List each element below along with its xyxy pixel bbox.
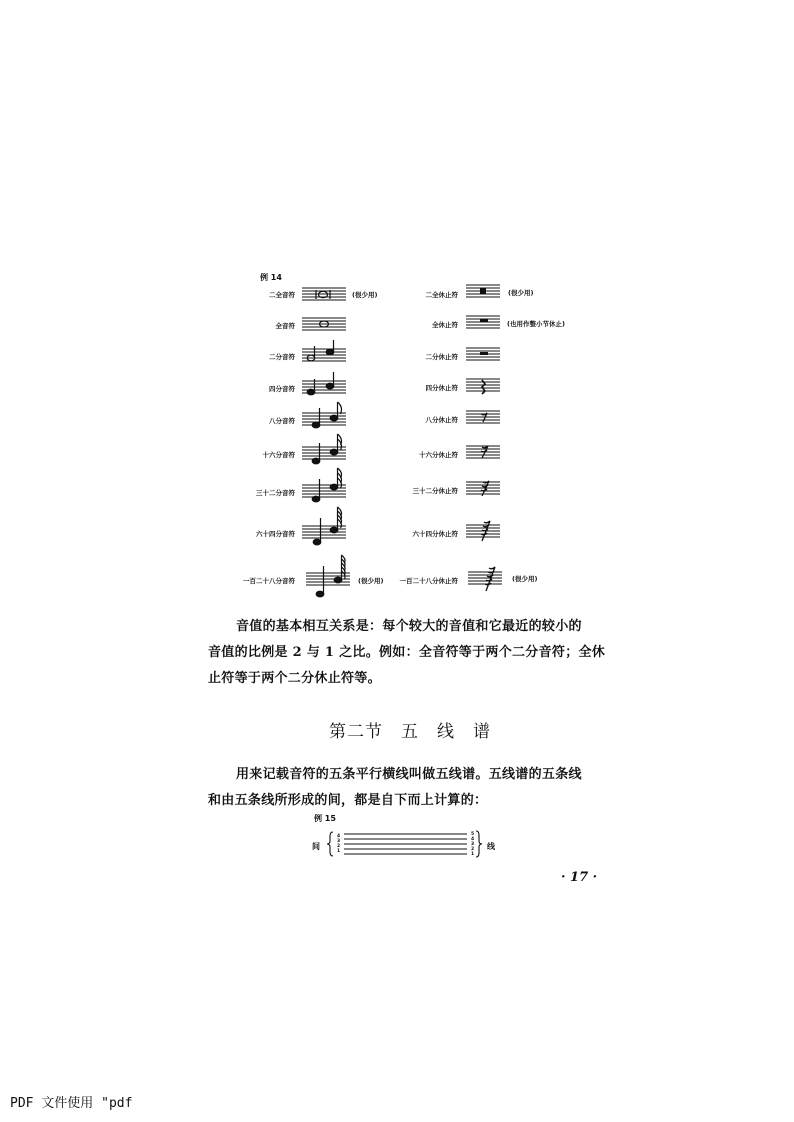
- rest-staff: [468, 572, 502, 584]
- note-staff: [302, 318, 346, 330]
- note-remark: (很少用): [352, 291, 378, 299]
- rest-name: 八分休止符: [425, 416, 458, 424]
- breve-rest: [480, 288, 486, 294]
- example-14-label: 例 14: [260, 273, 282, 282]
- note-name: 一百二十八分音符: [243, 577, 295, 585]
- space-label: 间: [312, 842, 320, 851]
- line-number: 4: [471, 837, 475, 842]
- note-name: 二分音符: [269, 353, 295, 361]
- paragraph-line: 用来记载音符的五条平行横线叫做五线谱。五线谱的五条线: [236, 767, 582, 782]
- rest-remark: (很少用): [508, 289, 534, 297]
- rest-name: 全休止符: [432, 321, 458, 329]
- rest-name: 三十二分休止符: [412, 487, 458, 495]
- space-number: 3: [337, 839, 341, 844]
- line-number: 1: [471, 852, 475, 857]
- example-15-label: 例 15: [314, 814, 336, 823]
- note-name: 三十二分音符: [256, 489, 295, 497]
- rest-staff: [466, 482, 500, 494]
- note-staff: [306, 573, 350, 585]
- rest-remark: (很少用): [512, 575, 538, 583]
- page-number: · 17 ·: [561, 870, 598, 885]
- section-title: 第二节 五 线 谱: [329, 722, 491, 742]
- line-number: 2: [471, 847, 475, 852]
- paragraph-line: 音值的比例是 2 与 1 之比。例如：全音符等于两个二分音符；全休: [208, 645, 606, 660]
- rest-name: 四分休止符: [425, 384, 458, 392]
- left-brace: [327, 832, 333, 856]
- rest-name: 一百二十八分休止符: [399, 577, 458, 585]
- note-name: 八分音符: [269, 417, 295, 425]
- note-staff: [302, 413, 346, 425]
- eighth-note: [312, 402, 341, 428]
- note-staff: [302, 447, 346, 459]
- note-name: 四分音符: [269, 385, 295, 393]
- line-label: 线: [487, 842, 495, 851]
- 128th-rest: [485, 567, 495, 591]
- note-name: 全音符: [275, 322, 295, 330]
- rest-remark: (也用作整小节休止): [507, 320, 565, 328]
- line-number: 5: [471, 832, 475, 837]
- note-remark: (很少用): [358, 577, 384, 585]
- note-staff: [302, 485, 346, 497]
- rest-name: 六十四分休止符: [412, 530, 458, 538]
- note-name: 十六分音符: [262, 451, 295, 459]
- note-staff: [302, 526, 346, 538]
- rest-name: 二分休止符: [425, 353, 458, 361]
- half-rest: [480, 352, 488, 355]
- footer-text: PDF 文件使用 "pdf: [10, 1096, 133, 1111]
- space-number: 4: [337, 834, 341, 839]
- space-number: 2: [337, 844, 341, 849]
- example-15-staff: [0, 820, 794, 900]
- paragraph-line: 音值的基本相互关系是：每个较大的音值和它最近的较小的: [236, 619, 582, 634]
- space-number: 1: [337, 849, 341, 854]
- paragraph-line: 和由五条线所形成的间，都是自下而上计算的：: [208, 793, 488, 808]
- line-number: 3: [471, 842, 475, 847]
- rest-name: 二全休止符: [425, 291, 458, 299]
- paragraph-line: 止符等于两个二分休止符等。: [208, 671, 381, 686]
- rest-name: 十六分休止符: [419, 451, 458, 459]
- note-name: 二全音符: [269, 291, 295, 299]
- right-brace: [476, 831, 482, 857]
- whole-rest: [480, 319, 488, 322]
- quarter-note: [307, 372, 334, 395]
- note-name: 六十四分音符: [256, 530, 295, 538]
